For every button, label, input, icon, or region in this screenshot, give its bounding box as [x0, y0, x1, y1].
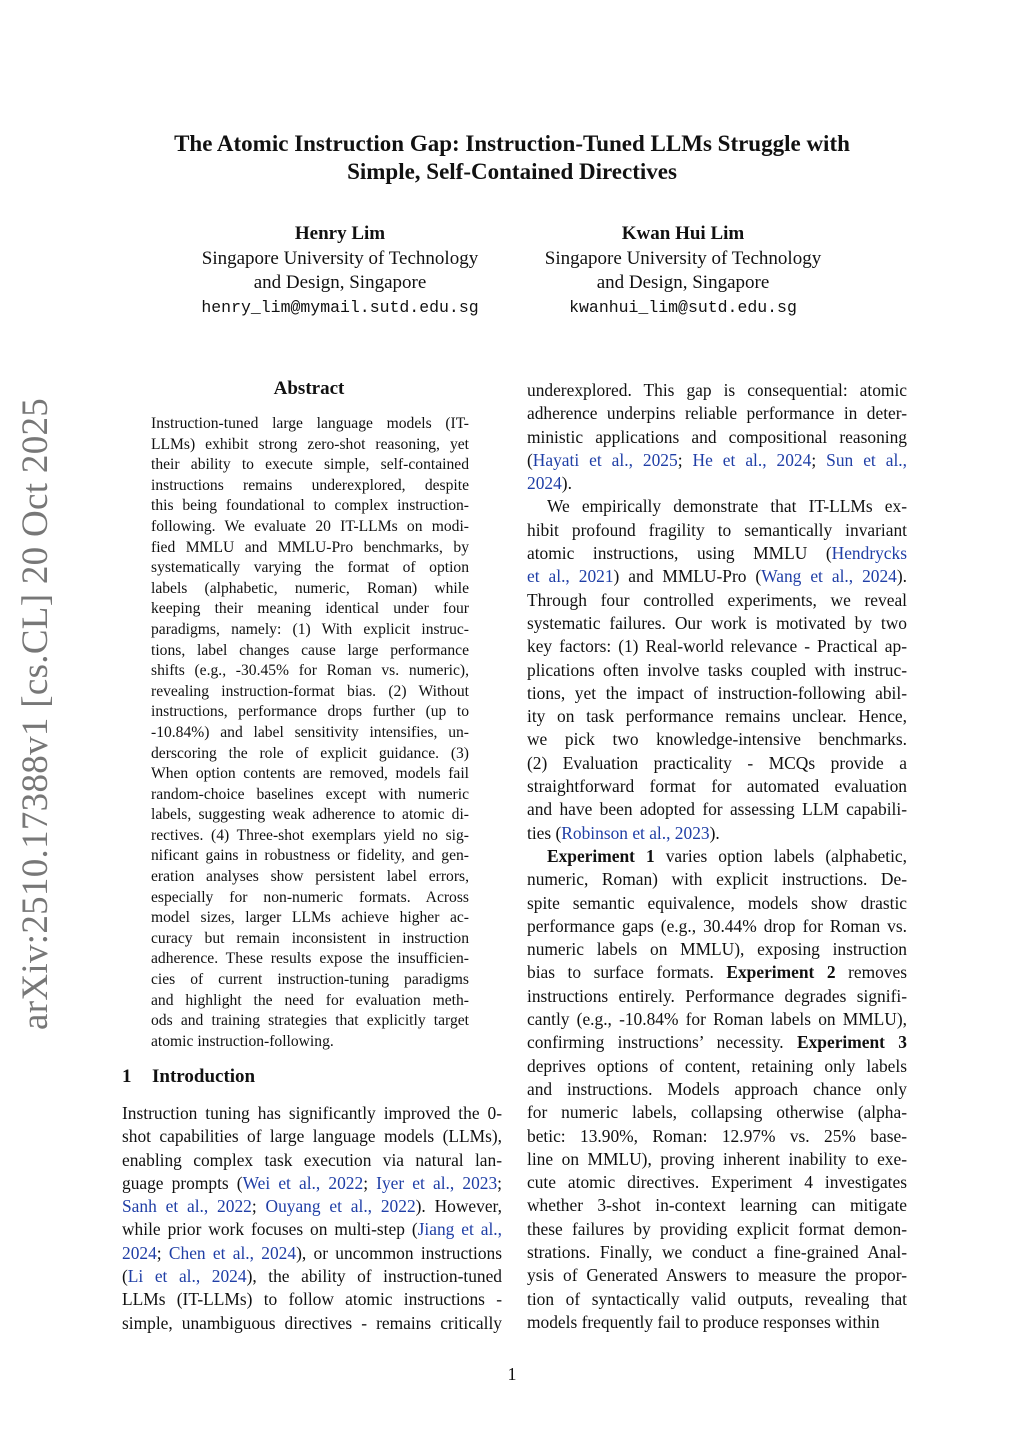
abstract-line: revealing instruction-format bias. (2) Without	[151, 682, 469, 700]
author-affiliation: and Design, Singapore	[596, 272, 770, 293]
abstract-line: model sizes, larger LLMs achieve higher ac-	[151, 909, 469, 927]
text-segment: tions, yet the impact of instruction-following abil-	[527, 682, 907, 703]
text-line	[527, 752, 907, 775]
text-segment: ;	[363, 1172, 377, 1193]
citation-link[interactable]: 2024	[527, 473, 562, 494]
citation-link[interactable]: Chen et al., 2024	[168, 1242, 297, 1263]
text-line	[527, 1288, 907, 1311]
text-segment: shot capabilities of large language models (LLMs),	[122, 1126, 502, 1147]
text-line	[527, 659, 907, 682]
text-line	[527, 1031, 907, 1054]
abstract-line: Instruction-tuned large language models (IT-	[151, 415, 469, 432]
bold-text: Experiment 1	[547, 845, 655, 866]
text-segment: (	[527, 449, 533, 470]
citation-link[interactable]: Wei et al., 2022	[242, 1172, 364, 1193]
text-segment: Through four controlled experiments, we reveal	[527, 589, 907, 610]
text-segment: whether 3-shot in-context learning can mitigate	[527, 1195, 907, 1216]
section-heading-introduction	[122, 1066, 255, 1088]
text-line	[527, 938, 907, 961]
abstract-line: -10.84%) and label sensitivity intensifies, un-	[151, 723, 469, 741]
right-column-body	[527, 379, 907, 1334]
text-line	[527, 961, 907, 984]
text-line	[527, 1311, 907, 1334]
text-segment: cute atomic directives. Experiment 4 investigates	[527, 1172, 907, 1193]
text-line	[527, 868, 907, 891]
text-segment: LLMs (IT-LLMs) to follow atomic instructions -	[122, 1289, 502, 1310]
text-line	[527, 449, 907, 472]
text-line	[527, 915, 907, 938]
text-line	[527, 379, 907, 402]
abstract-line: atomic instruction-following.	[151, 1032, 334, 1050]
text-line	[527, 985, 907, 1008]
text-segment: while prior work focuses on multi-step (	[122, 1219, 418, 1240]
bold-text: Experiment 2	[726, 962, 836, 983]
abstract-line: paradigms, namely: (1) With explicit instruc-	[151, 620, 469, 638]
text-line	[527, 1218, 907, 1241]
text-line	[122, 1265, 502, 1288]
abstract-line: eration analyses show persistent label errors,	[151, 868, 469, 886]
text-line	[527, 635, 907, 658]
abstract-line: cies of current instruction-tuning paradigms	[151, 971, 469, 989]
text-segment: adherence underpins reliable performance in deter-	[527, 403, 907, 424]
text-segment: atomic instructions, using MMLU (	[527, 543, 832, 564]
text-line	[527, 845, 907, 868]
text-line	[122, 1102, 502, 1125]
text-segment: simple, unambiguous directives - remains critically	[122, 1312, 502, 1333]
bold-text: Experiment 3	[797, 1032, 907, 1053]
text-segment: ;	[811, 449, 827, 470]
abstract-line: When option contents are removed, models fail	[151, 765, 469, 783]
text-segment: ;	[497, 1172, 503, 1193]
text-segment: tion of syntactically valid outputs, revealing that	[527, 1288, 907, 1309]
citation-link[interactable]: Wang et al., 2024	[761, 566, 897, 587]
text-segment: strations. Finally, we conduct a fine-grained Anal-	[527, 1241, 907, 1262]
citation-link[interactable]: 2024	[122, 1242, 157, 1263]
text-line	[527, 705, 907, 728]
text-segment: hibit profound fragility to semantically invariant	[527, 519, 907, 540]
abstract-heading: Abstract	[273, 378, 345, 399]
text-segment: betic: 13.90%, Roman: 12.97% vs. 25% base-	[527, 1125, 907, 1146]
text-line	[527, 892, 907, 915]
author-email: henry_lim@mymail.sutd.edu.sg	[201, 297, 479, 317]
text-segment: confirming instructions’ necessity.	[527, 1032, 798, 1053]
citation-link[interactable]: Robinson et al., 2023	[561, 822, 710, 843]
text-segment: models frequently fail to produce responses within	[527, 1311, 880, 1332]
text-segment: ;	[677, 449, 693, 470]
abstract-line: derscoring the role of explicit guidance. (3)	[151, 744, 469, 762]
text-segment: we pick two knowledge-intensive benchmarks.	[527, 729, 907, 750]
text-line	[527, 589, 907, 612]
abstract-line: nificant gains in robustness or fidelity, and gen-	[151, 847, 469, 865]
text-line	[122, 1242, 502, 1265]
abstract-line: curacy but remain inconsistent in instruction	[151, 929, 469, 947]
abstract-line: labels, suggesting weak adherence to atomic di-	[151, 806, 469, 824]
text-line	[122, 1218, 502, 1241]
citation-link[interactable]: Sanh et al., 2022	[122, 1196, 252, 1217]
text-segment: guage prompts (	[122, 1172, 243, 1193]
title-line: Simple, Self-Contained Directives	[347, 159, 677, 184]
text-segment: underexplored. This gap is consequential: atomic	[527, 380, 907, 400]
citation-link[interactable]: He et al., 2024	[692, 449, 812, 470]
citation-link[interactable]: Hendrycks	[831, 543, 907, 564]
text-line	[527, 1194, 907, 1217]
text-segment: systematic failures. Our work is motivated by two	[527, 612, 907, 633]
text-segment: ), the ability of instruction-tuned	[246, 1266, 502, 1287]
text-line	[527, 519, 907, 542]
text-segment: ).	[709, 822, 720, 843]
text-line	[527, 426, 907, 449]
author-block	[160, 222, 520, 320]
text-segment: cantly (e.g., -10.84% for Roman labels on MMLU),	[527, 1009, 907, 1030]
text-segment: varies option labels (alphabetic,	[654, 845, 907, 866]
text-segment: these failures by providing explicit format demon-	[527, 1218, 907, 1239]
text-line	[527, 682, 907, 705]
text-line	[527, 1008, 907, 1031]
abstract-line: ods and training strategies that explicitly target	[151, 1012, 469, 1030]
page-number: 1	[507, 1364, 517, 1384]
text-segment: line on MMLU), proving inherent inability to exe-	[527, 1148, 907, 1169]
abstract-line: especially for non-numeric formats. Across	[151, 888, 469, 906]
abstract-line: this being foundational to complex instruction-	[151, 497, 469, 515]
text-segment: and instructions. Models approach chance only	[527, 1078, 907, 1099]
text-segment: plications often involve tasks coupled with instruc-	[527, 659, 907, 680]
text-line	[122, 1195, 502, 1218]
author-block	[503, 222, 863, 320]
text-segment: straightforward format for automated evaluation	[527, 776, 907, 797]
citation-link[interactable]: Hayati et al., 2025	[532, 449, 678, 470]
abstract-line: their ability to execute simple, self-contained	[151, 456, 469, 474]
author-name: Henry Lim	[294, 223, 386, 244]
text-line	[122, 1149, 502, 1172]
text-line	[527, 1125, 907, 1148]
abstract-line: keeping their meaning identical under four	[151, 600, 469, 618]
abstract-line: random-choice baselines except with numeric	[151, 785, 469, 803]
abstract-line: following. We evaluate 20 IT-LLMs on modi-	[151, 517, 469, 535]
text-segment: numeric, Roman) with explicit instructions. De-	[527, 869, 907, 890]
author-affiliation: Singapore University of Technology	[201, 247, 479, 269]
section-title: Introduction	[152, 1066, 256, 1087]
abstract-line: tions, label changes cause large performance	[151, 641, 469, 659]
abstract-body	[151, 414, 469, 1052]
text-segment: ), or uncommon instructions	[296, 1242, 502, 1263]
text-segment: ;	[156, 1242, 169, 1263]
text-segment: instructions entirely. Performance degrades signifi-	[527, 985, 907, 1006]
text-line	[527, 1055, 907, 1078]
text-line	[527, 1078, 907, 1101]
title-line: The Atomic Instruction Gap: Instruction-Tuned LLMs Struggle with	[174, 131, 850, 156]
text-line	[527, 1148, 907, 1171]
text-segment: for numeric labels, collapsing otherwise (alpha-	[527, 1102, 907, 1123]
text-segment: ministic applications and compositional reasoning	[527, 426, 907, 447]
text-segment: ity on task performance remains unclear. Hence,	[527, 706, 907, 727]
citation-link[interactable]: Jiang et al.,	[417, 1219, 502, 1240]
abstract-line: instructions remains underexplored, despite	[151, 476, 469, 494]
paper-title	[100, 130, 924, 186]
abstract-line: labels (alphabetic, numeric, Roman) while	[151, 579, 469, 597]
text-line	[122, 1125, 502, 1148]
text-line	[122, 1312, 502, 1335]
text-segment: ).	[561, 473, 572, 494]
text-segment: performance gaps (e.g., 30.44% drop for Roman vs.	[527, 915, 907, 936]
text-segment: deprives options of content, retaining only labels	[527, 1055, 907, 1076]
text-segment: bias to surface formats.	[527, 962, 727, 983]
text-line	[527, 1101, 907, 1124]
abstract-line: adherence. These results expose the insufficien-	[151, 950, 469, 968]
abstract-line: fied MMLU and MMLU-Pro benchmarks, by	[151, 538, 469, 556]
text-segment: ;	[251, 1196, 266, 1217]
text-line	[527, 565, 907, 588]
author-affiliation: and Design, Singapore	[253, 272, 427, 293]
text-segment: ysis of Generated Answers to measure the propor-	[527, 1265, 907, 1286]
text-segment: ).	[896, 566, 907, 587]
text-line	[122, 1288, 502, 1311]
citation-link[interactable]: Li et al., 2024	[127, 1266, 247, 1287]
citation-link[interactable]: Ouyang et al., 2022	[265, 1196, 416, 1217]
text-line	[527, 1241, 907, 1264]
text-line	[527, 612, 907, 635]
author-name: Kwan Hui Lim	[621, 223, 745, 244]
text-segment: (2) Evaluation practicality - MCQs provide a	[527, 752, 907, 773]
text-segment: numeric labels on MMLU), exposing instruction	[527, 939, 907, 960]
citation-link[interactable]: Iyer et al., 2023	[376, 1172, 498, 1193]
abstract-line: systematically varying the format of option	[151, 559, 469, 577]
text-segment: spite semantic equivalence, models show drastic	[527, 892, 907, 913]
abstract-line: LLMs) exhibit strong zero-shot reasoning, yet	[151, 435, 469, 453]
text-line	[527, 1171, 907, 1194]
text-line	[527, 775, 907, 798]
text-line	[527, 542, 907, 565]
text-line	[527, 495, 907, 518]
text-segment: key factors: (1) Real-world relevance - Practical ap-	[527, 636, 907, 657]
text-segment: We empirically demonstrate that IT-LLMs ex-	[547, 496, 907, 517]
text-line	[527, 798, 907, 821]
text-segment: and have been adopted for assessing LLM capabili-	[527, 799, 907, 820]
section-number: 1	[122, 1066, 132, 1087]
text-line	[527, 822, 907, 845]
text-line	[527, 1264, 907, 1287]
text-line	[527, 472, 907, 495]
text-line	[122, 1172, 502, 1195]
arxiv-stamp: arXiv:2510.17388v1 [cs.CL] 20 Oct 2025	[15, 397, 56, 1030]
abstract-line: shifts (e.g., -30.45% for Roman vs. numeric),	[151, 662, 469, 680]
text-line	[527, 402, 907, 425]
abstract-line: rectives. (4) Three-shot exemplars yield no sig-	[151, 826, 469, 844]
introduction-body	[122, 1102, 502, 1335]
author-email: kwanhui_lim@sutd.edu.sg	[569, 297, 797, 317]
text-segment: ). However,	[415, 1196, 502, 1217]
abstract-line: instructions, performance drops further (up to	[151, 703, 469, 721]
text-segment: ) and MMLU-Pro (	[613, 566, 762, 587]
author-affiliation: Singapore University of Technology	[544, 247, 822, 269]
text-line	[527, 728, 907, 751]
citation-link[interactable]: Sun et al.,	[826, 449, 907, 470]
text-segment: Instruction tuning has significantly improved the 0-	[122, 1103, 502, 1123]
text-segment: enabling complex task execution via natural lan-	[122, 1149, 502, 1170]
text-segment: removes	[835, 962, 908, 983]
abstract-line: and highlight the need for evaluation meth-	[151, 991, 469, 1009]
text-segment: (	[122, 1266, 128, 1287]
text-segment: ties (	[527, 822, 562, 843]
citation-link[interactable]: et al., 2021	[527, 566, 614, 587]
